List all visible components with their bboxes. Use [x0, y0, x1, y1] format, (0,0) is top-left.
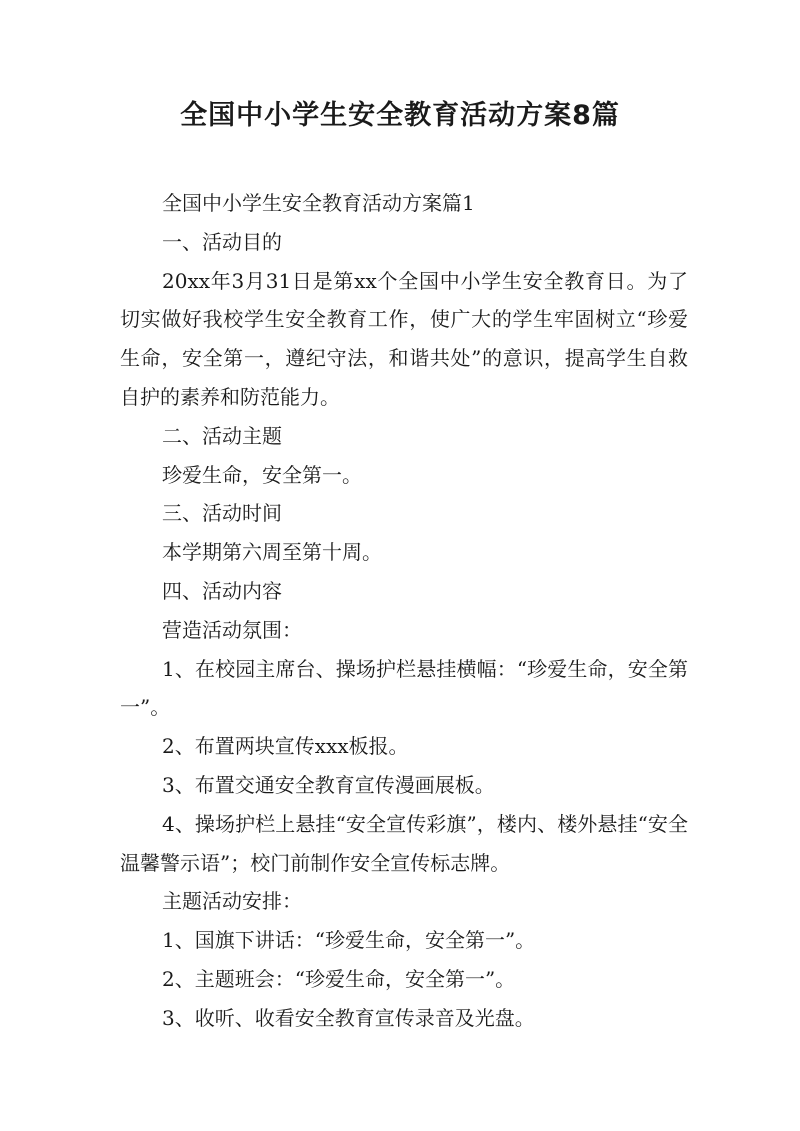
paragraph: 四、活动内容 — [162, 578, 282, 603]
paragraph: 2、布置两块宣传xxx板报。 — [162, 734, 409, 759]
paragraph: 3、布置交通安全教育宣传漫画展板。 — [162, 772, 495, 797]
paragraph: 二、活动主题 — [162, 423, 282, 448]
paragraph: 1、国旗下讲话：“珍爱生命，安全第一”。 — [162, 928, 536, 953]
paragraph: 4、操场护栏上悬挂“安全宣传彩旗”，楼内、楼外悬挂“安全温馨警示语”；校门前制作安全宣传标志牌。 — [120, 811, 688, 875]
paragraph: 珍爱生命，安全第一。 — [162, 462, 362, 487]
paragraph: 三、活动时间 — [162, 501, 282, 526]
paragraph: 本学期第六周至第十周。 — [162, 540, 382, 565]
paragraph: 主题活动安排： — [162, 889, 302, 914]
paragraph: 营造活动氛围： — [162, 617, 302, 642]
document-body — [120, 184, 688, 1038]
paragraph: 一、活动目的 — [162, 229, 282, 254]
paragraph: 3、收听、收看安全教育宣传录音及光盘。 — [162, 1005, 535, 1030]
paragraph: 20xx年3月31日是第xx个全国中小学生安全教育日。为了切实做好我校学生安全教育工作，使广大的学生牢固树立“珍爱生命，安全第一，遵纪守法，和谐共处”的意识，提高学生自救自护的素养和防范能力。 — [120, 268, 688, 409]
document-title: 全国中小学生安全教育活动方案8篇 — [180, 100, 620, 131]
paragraph: 1、在校园主席台、操场护栏悬挂横幅：“珍爱生命，安全第一”。 — [120, 656, 688, 720]
section-heading: 全国中小学生安全教育活动方案篇1 — [162, 191, 475, 215]
paragraph: 2、主题班会：“珍爱生命，安全第一”。 — [162, 966, 516, 991]
